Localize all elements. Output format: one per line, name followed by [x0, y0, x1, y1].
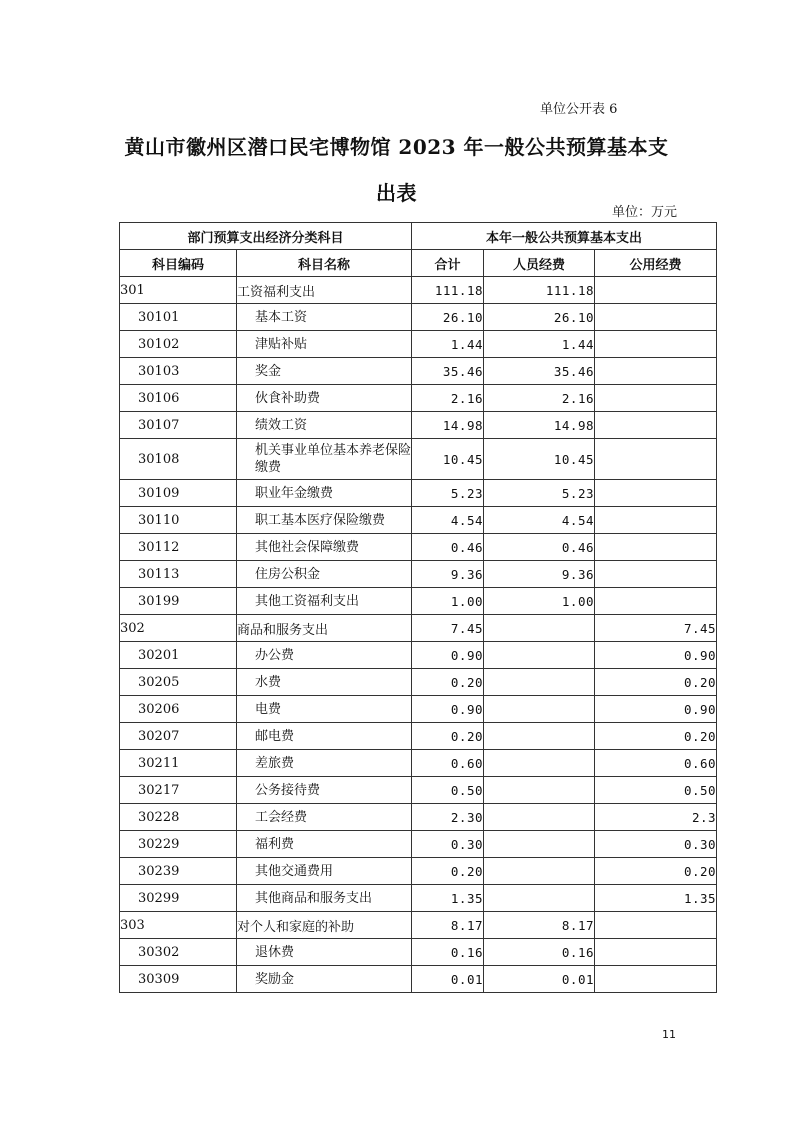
row-public-cell: 0.90: [595, 642, 717, 669]
table-row: [120, 561, 717, 588]
row-total-cell: 9.36: [412, 561, 484, 588]
row-public-cell: 0.20: [595, 723, 717, 750]
row-total-cell: 35.46: [412, 358, 484, 385]
row-total-cell: 0.60: [412, 750, 484, 777]
row-public-cell: [595, 561, 717, 588]
row-name-cell: 其他商品和服务支出: [237, 885, 412, 912]
row-total-cell: 2.30: [412, 804, 484, 831]
row-total-cell: 14.98: [412, 412, 484, 439]
row-total-cell: 0.90: [412, 642, 484, 669]
row-name-cell: 职业年金缴费: [237, 480, 412, 507]
header-column-row: [120, 250, 717, 277]
table-row: [120, 439, 717, 480]
row-public-cell: 0.50: [595, 777, 717, 804]
row-name-cell: 机关事业单位基本养老保险缴费: [237, 439, 412, 480]
row-total-cell: 10.45: [412, 439, 484, 480]
table-row: [120, 723, 717, 750]
budget-table: [119, 222, 717, 993]
row-total-cell: 1.00: [412, 588, 484, 615]
row-public-cell: [595, 507, 717, 534]
row-name-cell: 退休费: [237, 939, 412, 966]
row-code-cell: 30309: [120, 966, 237, 993]
row-name-cell: 奖励金: [237, 966, 412, 993]
row-public-cell: 0.30: [595, 831, 717, 858]
row-name-cell: 津贴补贴: [237, 331, 412, 358]
row-total-cell: 111.18: [412, 277, 484, 304]
row-total-cell: 0.20: [412, 723, 484, 750]
row-code-cell: 30201: [120, 642, 237, 669]
row-name-cell: 对个人和家庭的补助: [237, 912, 412, 939]
row-personnel-cell: 2.16: [484, 385, 595, 412]
table-row: [120, 507, 717, 534]
row-public-cell: 0.20: [595, 669, 717, 696]
row-public-cell: 1.35: [595, 885, 717, 912]
row-public-cell: [595, 304, 717, 331]
row-total-cell: 0.46: [412, 534, 484, 561]
row-public-cell: [595, 939, 717, 966]
row-code-cell: 30103: [120, 358, 237, 385]
row-name-cell: 伙食补助费: [237, 385, 412, 412]
table-row: [120, 777, 717, 804]
row-public-cell: 0.60: [595, 750, 717, 777]
row-code-cell: 30113: [120, 561, 237, 588]
row-total-cell: 1.44: [412, 331, 484, 358]
row-total-cell: 26.10: [412, 304, 484, 331]
row-personnel-cell: 8.17: [484, 912, 595, 939]
row-name-cell: 其他社会保障缴费: [237, 534, 412, 561]
row-code-cell: 30109: [120, 480, 237, 507]
row-personnel-cell: 0.01: [484, 966, 595, 993]
row-code-cell: 30112: [120, 534, 237, 561]
row-name-cell: 其他工资福利支出: [237, 588, 412, 615]
table-row: [120, 750, 717, 777]
row-code-cell: 301: [120, 277, 237, 304]
row-public-cell: [595, 385, 717, 412]
row-name-cell: 工会经费: [237, 804, 412, 831]
table-row: [120, 912, 717, 939]
table-row: [120, 588, 717, 615]
table-row: [120, 358, 717, 385]
row-personnel-cell: [484, 804, 595, 831]
col-header-personnel: 人员经费: [484, 250, 595, 277]
row-total-cell: 7.45: [412, 615, 484, 642]
row-total-cell: 0.01: [412, 966, 484, 993]
table-row: [120, 615, 717, 642]
row-total-cell: 8.17: [412, 912, 484, 939]
unit-label: 单位：万元: [612, 205, 678, 220]
row-personnel-cell: 1.00: [484, 588, 595, 615]
table-row: [120, 858, 717, 885]
row-public-cell: [595, 966, 717, 993]
col-header-total: 合计: [412, 250, 484, 277]
row-personnel-cell: 5.23: [484, 480, 595, 507]
row-total-cell: 0.90: [412, 696, 484, 723]
table-row: [120, 696, 717, 723]
table-row: [120, 669, 717, 696]
table-row: [120, 804, 717, 831]
table-row: [120, 966, 717, 993]
row-personnel-cell: [484, 723, 595, 750]
row-personnel-cell: [484, 858, 595, 885]
row-name-cell: 差旅费: [237, 750, 412, 777]
row-code-cell: 30229: [120, 831, 237, 858]
table-row: [120, 385, 717, 412]
row-name-cell: 住房公积金: [237, 561, 412, 588]
row-public-cell: 7.45: [595, 615, 717, 642]
row-name-cell: 基本工资: [237, 304, 412, 331]
row-public-cell: 2.3: [595, 804, 717, 831]
row-code-cell: 30108: [120, 439, 237, 480]
table-row: [120, 277, 717, 304]
row-code-cell: 30217: [120, 777, 237, 804]
row-personnel-cell: 111.18: [484, 277, 595, 304]
row-code-cell: 30101: [120, 304, 237, 331]
row-code-cell: 30102: [120, 331, 237, 358]
row-name-cell: 工资福利支出: [237, 277, 412, 304]
header-group-right: 本年一般公共预算基本支出: [412, 223, 717, 250]
row-personnel-cell: [484, 669, 595, 696]
row-code-cell: 30206: [120, 696, 237, 723]
row-public-cell: [595, 588, 717, 615]
col-header-name: 科目名称: [237, 250, 412, 277]
row-total-cell: 0.30: [412, 831, 484, 858]
row-code-cell: 30110: [120, 507, 237, 534]
table-row: [120, 534, 717, 561]
row-public-cell: [595, 912, 717, 939]
row-personnel-cell: 4.54: [484, 507, 595, 534]
table-row: [120, 480, 717, 507]
row-code-cell: 30199: [120, 588, 237, 615]
page-number: 11: [662, 1028, 676, 1041]
row-code-cell: 30106: [120, 385, 237, 412]
row-personnel-cell: 10.45: [484, 439, 595, 480]
table-row: [120, 831, 717, 858]
row-code-cell: 30205: [120, 669, 237, 696]
row-personnel-cell: [484, 615, 595, 642]
row-total-cell: 0.50: [412, 777, 484, 804]
row-public-cell: [595, 480, 717, 507]
table-row: [120, 642, 717, 669]
row-total-cell: 0.16: [412, 939, 484, 966]
row-personnel-cell: [484, 696, 595, 723]
row-personnel-cell: [484, 750, 595, 777]
table-row: [120, 939, 717, 966]
row-code-cell: 30239: [120, 858, 237, 885]
row-code-cell: 303: [120, 912, 237, 939]
header-group-row: [120, 223, 717, 250]
row-code-cell: 30228: [120, 804, 237, 831]
row-public-cell: [595, 534, 717, 561]
row-total-cell: 2.16: [412, 385, 484, 412]
row-personnel-cell: [484, 777, 595, 804]
row-public-cell: 0.20: [595, 858, 717, 885]
row-public-cell: [595, 331, 717, 358]
table-row: [120, 885, 717, 912]
row-personnel-cell: [484, 642, 595, 669]
row-name-cell: 职工基本医疗保险缴费: [237, 507, 412, 534]
row-public-cell: [595, 412, 717, 439]
row-name-cell: 商品和服务支出: [237, 615, 412, 642]
row-total-cell: 4.54: [412, 507, 484, 534]
row-public-cell: [595, 277, 717, 304]
row-total-cell: 0.20: [412, 669, 484, 696]
row-name-cell: 福利费: [237, 831, 412, 858]
row-code-cell: 30211: [120, 750, 237, 777]
row-name-cell: 绩效工资: [237, 412, 412, 439]
row-code-cell: 30107: [120, 412, 237, 439]
title-line-1: 黄山市徽州区潜口民宅博物馆 2023 年一般公共预算基本支: [124, 135, 669, 159]
row-name-cell: 邮电费: [237, 723, 412, 750]
row-personnel-cell: [484, 885, 595, 912]
row-personnel-cell: 0.16: [484, 939, 595, 966]
table-row: [120, 412, 717, 439]
row-name-cell: 水费: [237, 669, 412, 696]
table-row: [120, 331, 717, 358]
table-body: [120, 277, 717, 993]
row-public-cell: 0.90: [595, 696, 717, 723]
header-group-left: 部门预算支出经济分类科目: [120, 223, 412, 250]
row-total-cell: 0.20: [412, 858, 484, 885]
row-code-cell: 302: [120, 615, 237, 642]
row-personnel-cell: 0.46: [484, 534, 595, 561]
row-name-cell: 办公费: [237, 642, 412, 669]
row-code-cell: 30299: [120, 885, 237, 912]
row-personnel-cell: 9.36: [484, 561, 595, 588]
row-total-cell: 5.23: [412, 480, 484, 507]
col-header-code: 科目编码: [120, 250, 237, 277]
row-personnel-cell: 1.44: [484, 331, 595, 358]
row-personnel-cell: 14.98: [484, 412, 595, 439]
row-personnel-cell: 35.46: [484, 358, 595, 385]
row-personnel-cell: 26.10: [484, 304, 595, 331]
row-public-cell: [595, 358, 717, 385]
row-name-cell: 其他交通费用: [237, 858, 412, 885]
row-personnel-cell: [484, 831, 595, 858]
row-name-cell: 公务接待费: [237, 777, 412, 804]
col-header-public: 公用经费: [595, 250, 717, 277]
title-line-2: 出表: [376, 181, 417, 205]
row-name-cell: 电费: [237, 696, 412, 723]
form-tag: 单位公开表 6: [540, 102, 618, 117]
table-row: [120, 304, 717, 331]
row-total-cell: 1.35: [412, 885, 484, 912]
row-code-cell: 30207: [120, 723, 237, 750]
row-public-cell: [595, 439, 717, 480]
row-code-cell: 30302: [120, 939, 237, 966]
row-name-cell: 奖金: [237, 358, 412, 385]
